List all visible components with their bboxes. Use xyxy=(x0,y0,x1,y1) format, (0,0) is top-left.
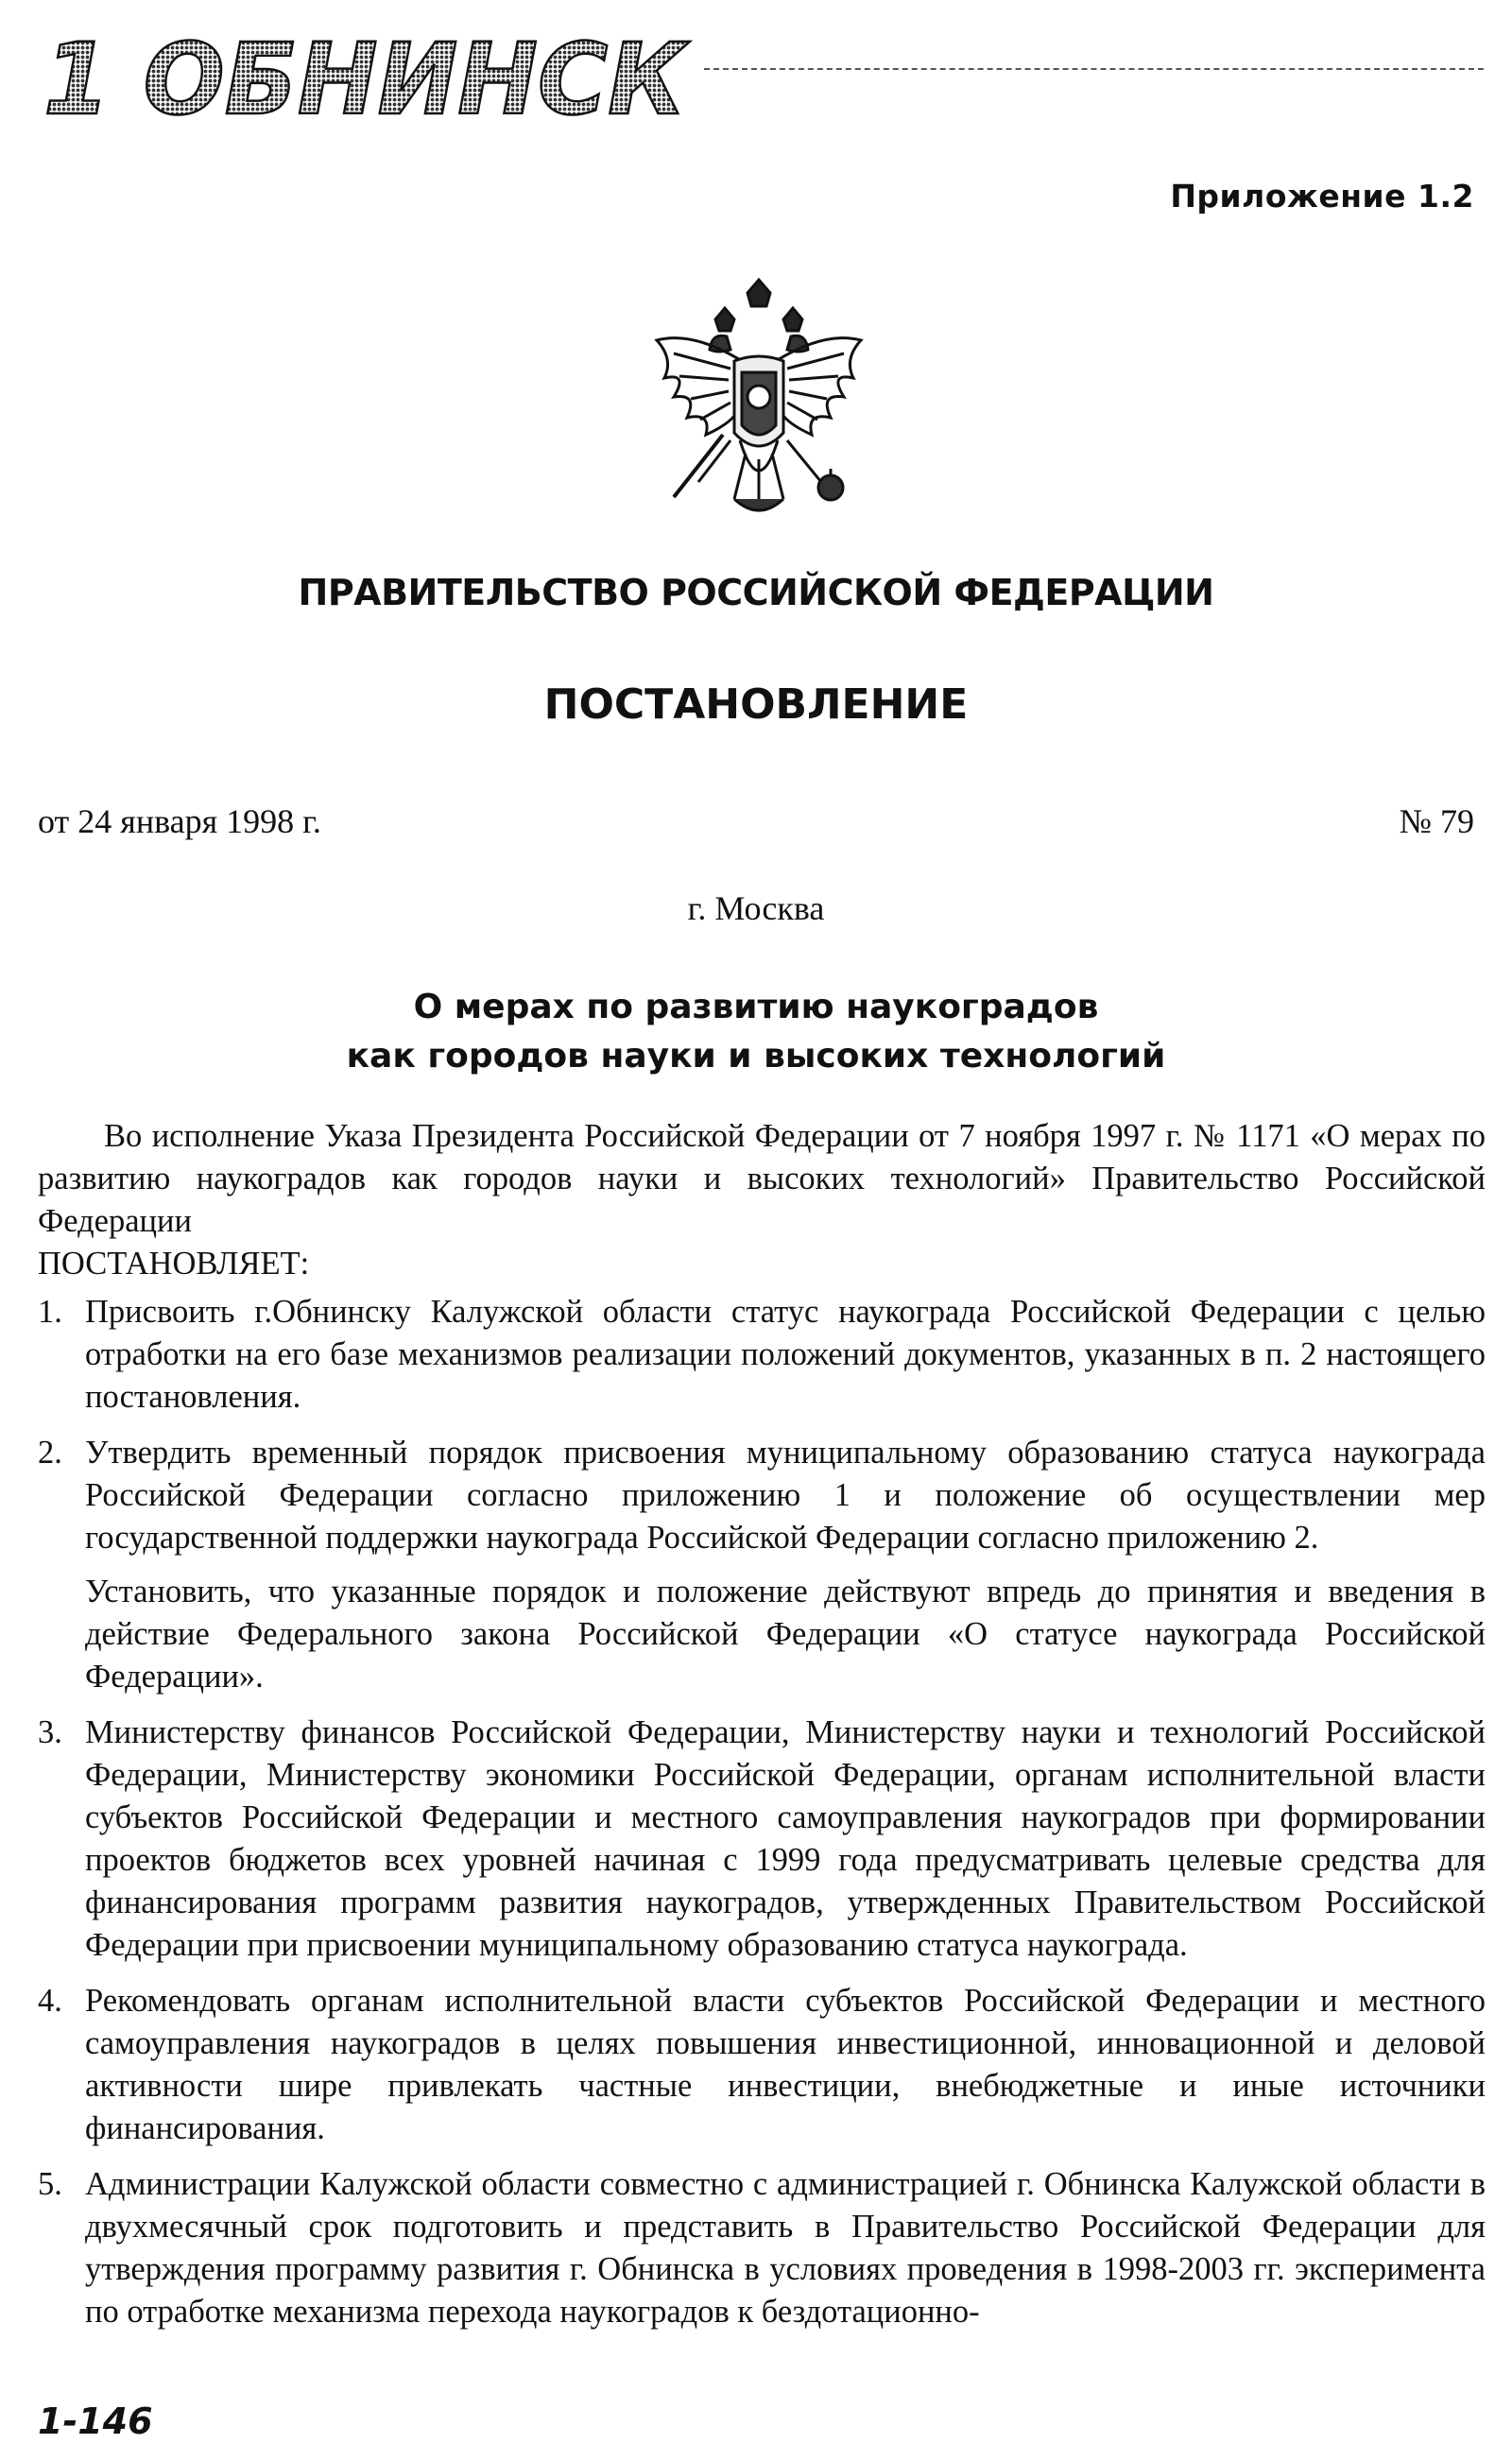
decree-title: ПОСТАНОВЛЕНИЕ xyxy=(543,680,969,729)
logo-text: 1 ОБНИНСК xyxy=(43,26,691,130)
list-item xyxy=(38,1980,1486,2150)
date-line xyxy=(38,801,1474,841)
item-number: 2. xyxy=(38,1435,62,1471)
item-number: 1. xyxy=(38,1294,62,1330)
item-text: Министерству финансов Российской Федерации, Министерству науки и технологий Российской Федерации, Министерству экономики Российской Федерации, органам исполнительной власти субъектов Российской Федерации и местного самоуправления наукоградов при формировании проектов бюджетов всех уровней начиная с 1999 года предусматривать целевые средства для финансирования программ развития наукоградов, утвержденных Правительством Российской Федерации при присвоении муниципальному образованию статуса наукограда. xyxy=(85,1714,1486,1963)
appendix-label: Приложение 1.2 xyxy=(1170,178,1474,215)
decree-items xyxy=(38,1291,1486,2333)
decree-number: № 79 xyxy=(1399,802,1474,840)
list-item xyxy=(38,1712,1486,1967)
item-text: Администрации Калужской области совместно с администрацией г. Обнинска Калужской области в двухмесячный срок подготовить и представить в Правительство Российской Федерации для утверждения программу развития г. Обнинска в условиях проведения в 1998-2003 гг. эксперимента по отработке механизма перехода наукоградов к бездотационно- xyxy=(85,2166,1486,2330)
item-text-continued: Установить, что указанные порядок и положение действуют впредь до принятия и введения в действие Федерального закона Российской Федерации «О статусе наукограда Российской Федерации». xyxy=(85,1574,1486,1695)
coat-of-arms-icon xyxy=(636,274,882,539)
item-number: 4. xyxy=(38,1983,62,2019)
decree-body xyxy=(38,1115,1486,2347)
city: г. Москва xyxy=(687,889,825,927)
subject-line-1: О мерах по развитию наукоградов xyxy=(413,988,1099,1026)
government-heading: ПРАВИТЕЛЬСТВО РОССИЙСКОЙ ФЕДЕРАЦИИ xyxy=(298,572,1214,613)
resolves-heading: ПОСТАНОВЛЯЕТ: xyxy=(38,1246,310,1282)
item-text: Рекомендовать органам исполнительной власти субъектов Российской Федерации и местного самоуправления наукоградов в целях повышения инвестиционной, инновационной и деловой активности шире привлекать частные инвестиции, внебюджетные и иные источники финансирования. xyxy=(85,1983,1486,2146)
item-number: 5. xyxy=(38,2166,62,2202)
subject-line-2: как городов науки и высоких технологий xyxy=(346,1037,1166,1076)
obninsk-logo xyxy=(38,26,699,130)
intro-paragraph: Во исполнение Указа Президента Российской Федерации от 7 ноября 1997 г. № 1171 «О мерах по развитию наукоградов как городов науки и высоких технологий» Правительство Российской Федерации xyxy=(38,1118,1486,1239)
list-item xyxy=(38,2163,1486,2333)
item-text: Присвоить г.Обнинску Калужской области статус наукограда Российской Федерации с целью отработки на его базе механизмов реализации положений документов, указанных в п. 2 настоящего постановления. xyxy=(85,1294,1486,1415)
decree-subject xyxy=(0,983,1512,1081)
list-item xyxy=(38,1291,1486,1419)
item-number: 3. xyxy=(38,1714,62,1750)
decree-date: от 24 января 1998 г. xyxy=(38,802,321,840)
page-number: 1-146 xyxy=(38,2401,153,2442)
item-text: Утвердить временный порядок присвоения муниципальному образованию статуса наукограда Российской Федерации согласно приложению 1 и положение об осуществлении мер государственной поддержки наукограда Российской Федерации согласно приложению 2. xyxy=(85,1435,1486,1556)
header-rule xyxy=(704,68,1484,70)
list-item xyxy=(38,1432,1486,1698)
